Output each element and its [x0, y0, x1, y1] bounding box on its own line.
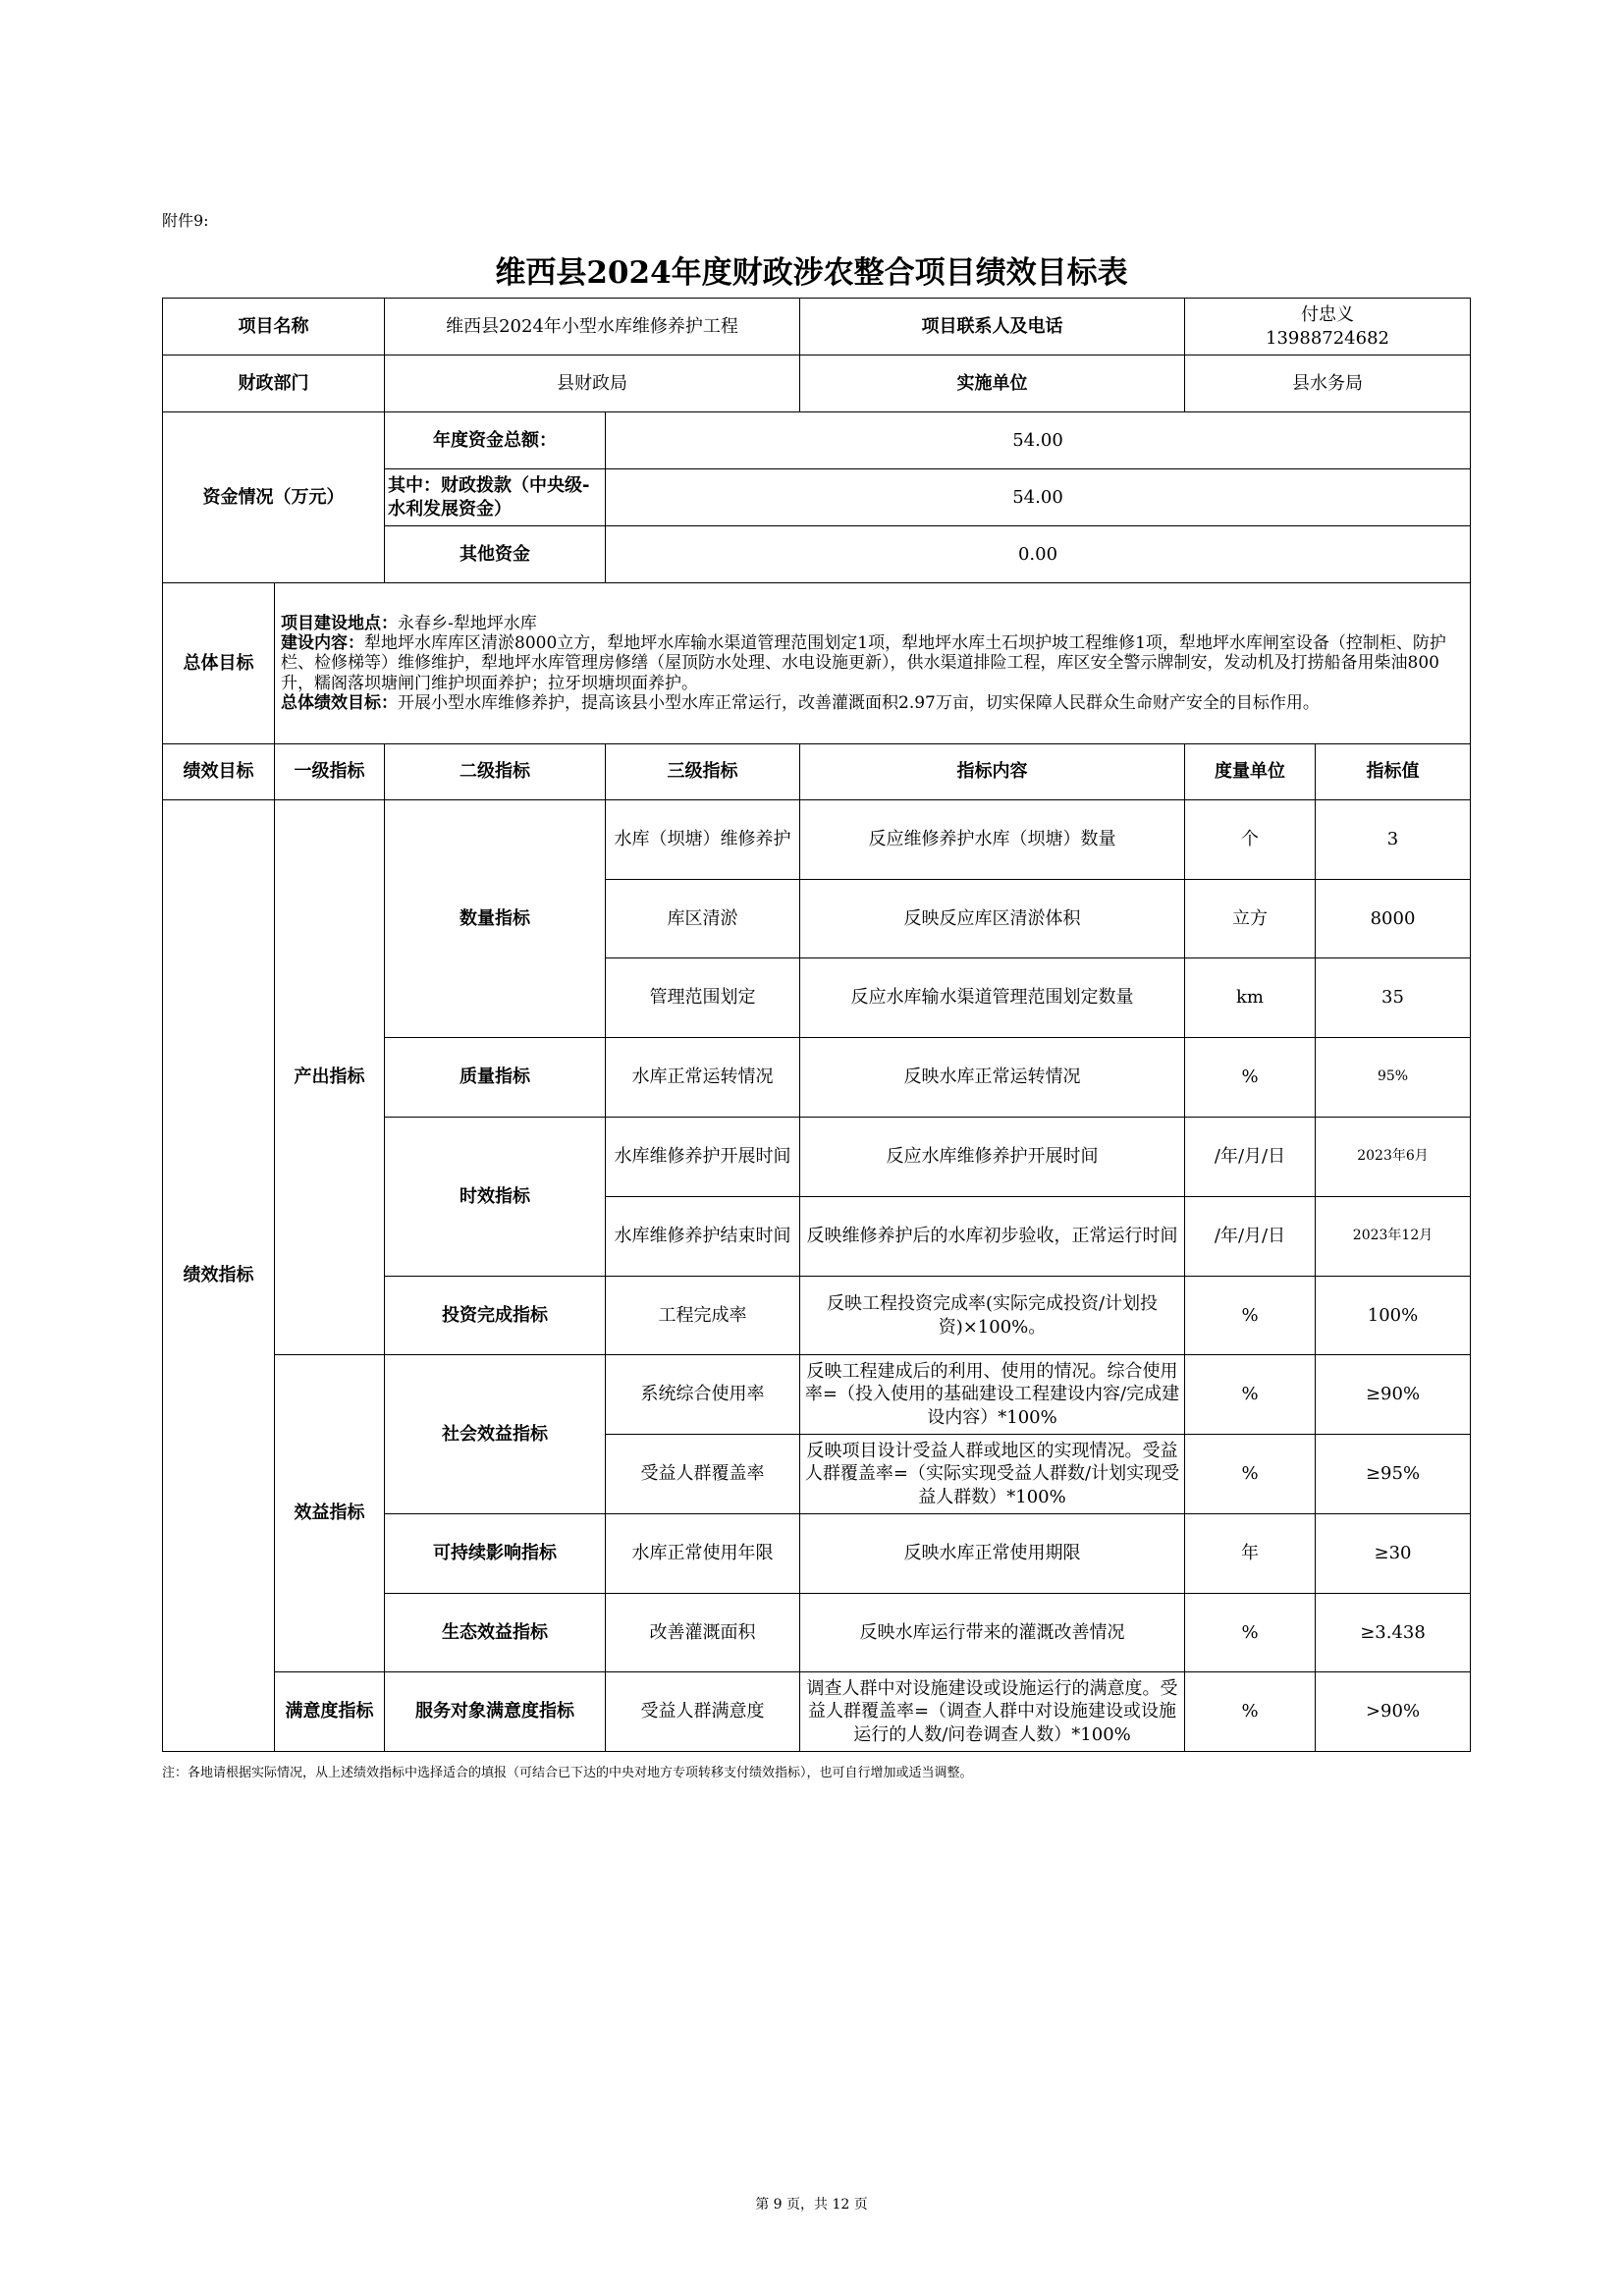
group-satisfaction: 满意度指标	[275, 1672, 385, 1752]
unit-cell: %	[1185, 1038, 1316, 1118]
value-cell: ≥95%	[1316, 1435, 1471, 1514]
funds-label: 资金情况（万元）	[163, 412, 385, 583]
contact-phone: 13988724682	[1266, 327, 1389, 349]
unit-cell: %	[1185, 1355, 1316, 1435]
subgroup-timeliness: 时效指标	[385, 1118, 606, 1277]
project-name-label: 项目名称	[163, 299, 385, 355]
attachment-label: 附件9:	[162, 211, 209, 230]
unit-cell: 个	[1185, 800, 1316, 880]
content-cell: 反映水库运行带来的灌溉改善情况	[800, 1594, 1185, 1672]
impl-unit-label: 实施单位	[800, 355, 1185, 412]
page-number: 第 9 页，共 12 页	[755, 2197, 868, 2213]
subgroup-investment: 投资完成指标	[385, 1277, 606, 1355]
impl-unit-value: 县水务局	[1185, 355, 1471, 412]
level3-cell: 管理范围划定	[606, 958, 800, 1038]
header-perf-goal: 绩效目标	[163, 744, 275, 800]
header-level3: 三级指标	[606, 744, 800, 800]
content-cell: 反映维修养护后的水库初步验收，正常运行时间	[800, 1197, 1185, 1277]
value-cell: 8000	[1316, 880, 1471, 958]
header-value: 指标值	[1316, 744, 1471, 800]
contact-name: 付忠义	[1301, 304, 1354, 326]
project-name-value: 维西县2024年小型水库维修养护工程	[385, 299, 800, 355]
level3-cell: 受益人群覆盖率	[606, 1435, 800, 1514]
content-cell: 反应水库输水渠道管理范围划定数量	[800, 958, 1185, 1038]
value-cell: 3	[1316, 800, 1471, 880]
unit-cell: 立方	[1185, 880, 1316, 958]
level3-cell: 水库维修养护开展时间	[606, 1118, 800, 1197]
unit-cell: /年/月/日	[1185, 1197, 1316, 1277]
value-cell: ≥3.438	[1316, 1594, 1471, 1672]
value-cell: 95%	[1316, 1038, 1471, 1118]
funds-other-value: 0.00	[606, 526, 1471, 583]
value-cell: ≥30	[1316, 1514, 1471, 1594]
value-cell: 2023年12月	[1316, 1197, 1471, 1277]
unit-cell: %	[1185, 1594, 1316, 1672]
unit-cell: km	[1185, 958, 1316, 1038]
page-title: 维西县2024年度财政涉农整合项目绩效目标表	[495, 255, 1128, 291]
level3-cell: 工程完成率	[606, 1277, 800, 1355]
header-unit: 度量单位	[1185, 744, 1316, 800]
content-cell: 反映工程建成后的利用、使用的情况。综合使用率=（投入使用的基础建设工程建设内容/完成建设内容）*100%	[800, 1355, 1185, 1435]
subgroup-quality: 质量指标	[385, 1038, 606, 1118]
subgroup-quantity: 数量指标	[385, 800, 606, 1038]
header-content: 指标内容	[800, 744, 1185, 800]
level3-cell: 水库正常使用年限	[606, 1514, 800, 1594]
row-project-name	[163, 299, 1471, 355]
value-cell: 2023年6月	[1316, 1118, 1471, 1197]
level3-cell: 水库（坝塘）维修养护	[606, 800, 800, 880]
subgroup-sustain: 可持续影响指标	[385, 1514, 606, 1594]
level3-cell: 库区清淤	[606, 880, 800, 958]
level3-cell: 系统综合使用率	[606, 1355, 800, 1435]
content-cell: 反应维修养护水库（坝塘）数量	[800, 800, 1185, 880]
funds-fiscal-label: 其中：财政拨款（中央级-水利发展资金）	[385, 469, 606, 526]
finance-dept-label: 财政部门	[163, 355, 385, 412]
content-label: 建设内容：	[281, 632, 364, 653]
overall-goal-label: 总体目标	[163, 583, 275, 744]
unit-cell: %	[1185, 1672, 1316, 1752]
unit-cell: 年	[1185, 1514, 1316, 1594]
subgroup-social: 社会效益指标	[385, 1355, 606, 1514]
site-label: 项目建设地点：	[281, 613, 398, 633]
site-value: 永春乡-犁地坪水库	[398, 613, 537, 633]
level3-cell: 受益人群满意度	[606, 1672, 800, 1752]
subgroup-eco: 生态效益指标	[385, 1594, 606, 1672]
perf-goal-value: 开展小型水库维修养护，提高该县小型水库正常运行，改善灌溉面积2.97万亩，切实保障人民群众生命财产安全的目标作用。	[398, 693, 1320, 714]
group-output: 产出指标	[275, 800, 385, 1355]
content-cell: 反映反应库区清淤体积	[800, 880, 1185, 958]
footnote: 注：各地请根据实际情况，从上述绩效指标中选择适合的填报（可结合已下达的中央对地方专项转移支付绩效指标），也可自行增加或适当调整。	[162, 1766, 973, 1780]
perf-indicator-label: 绩效指标	[163, 800, 275, 1752]
performance-table	[162, 298, 1471, 1752]
header-level2: 二级指标	[385, 744, 606, 800]
unit-cell: %	[1185, 1277, 1316, 1355]
contact-label: 项目联系人及电话	[800, 299, 1185, 355]
subgroup-service: 服务对象满意度指标	[385, 1672, 606, 1752]
header-row	[163, 744, 1471, 800]
row-overall-goal	[163, 583, 1471, 744]
value-cell: ≥90%	[1316, 1355, 1471, 1435]
level3-cell: 水库维修养护结束时间	[606, 1197, 800, 1277]
content-cell: 反应水库维修养护开展时间	[800, 1118, 1185, 1197]
value-cell: >90%	[1316, 1672, 1471, 1752]
funds-fiscal-value: 54.00	[606, 469, 1471, 526]
row-funds-total	[163, 412, 1471, 469]
level3-cell: 水库正常运转情况	[606, 1038, 800, 1118]
value-cell: 35	[1316, 958, 1471, 1038]
unit-cell: %	[1185, 1435, 1316, 1514]
funds-total-value: 54.00	[606, 412, 1471, 469]
group-benefit: 效益指标	[275, 1355, 385, 1672]
table-row	[163, 800, 1471, 880]
unit-cell: /年/月/日	[1185, 1118, 1316, 1197]
overall-goal-content	[275, 583, 1471, 744]
row-finance-dept	[163, 355, 1471, 412]
content-cell: 反映水库正常运转情况	[800, 1038, 1185, 1118]
content-cell: 反映工程投资完成率(实际完成投资/计划投资)×100%。	[800, 1277, 1185, 1355]
perf-goal-label: 总体绩效目标：	[281, 693, 398, 714]
table-row	[163, 1672, 1471, 1752]
content-cell: 反映项目设计受益人群或地区的实现情况。受益人群覆盖率=（实际实现受益人群数/计划实现受益人群数）*100%	[800, 1435, 1185, 1514]
content-cell: 反映水库正常使用期限	[800, 1514, 1185, 1594]
funds-total-label: 年度资金总额：	[385, 412, 606, 469]
content-cell: 调查人群中对设施建设或设施运行的满意度。受益人群覆盖率=（调查人群中对设施建设或设施运行的人数/问卷调查人数）*100%	[800, 1672, 1185, 1752]
funds-other-label: 其他资金	[385, 526, 606, 583]
table-row	[163, 1355, 1471, 1435]
finance-dept-value: 县财政局	[385, 355, 800, 412]
contact-cell	[1185, 299, 1471, 355]
header-level1: 一级指标	[275, 744, 385, 800]
level3-cell: 改善灌溉面积	[606, 1594, 800, 1672]
content-value: 犁地坪水库库区清淤8000立方，犁地坪水库输水渠道管理范围划定1项，犁地坪水库土石坝护坡工程维修1项，犁地坪水库闸室设备（控制柜、防护栏、检修梯等）维修维护，犁地坪水库管理房修缮（屋顶防水处理、水电设施更新），供水渠道排险工程，库区安全警示牌制安，发动机及打捞船备用柴油800升，糯阁落坝塘闸门维护坝面养护；拉牙坝塘坝面养护。	[281, 632, 1446, 693]
value-cell: 100%	[1316, 1277, 1471, 1355]
